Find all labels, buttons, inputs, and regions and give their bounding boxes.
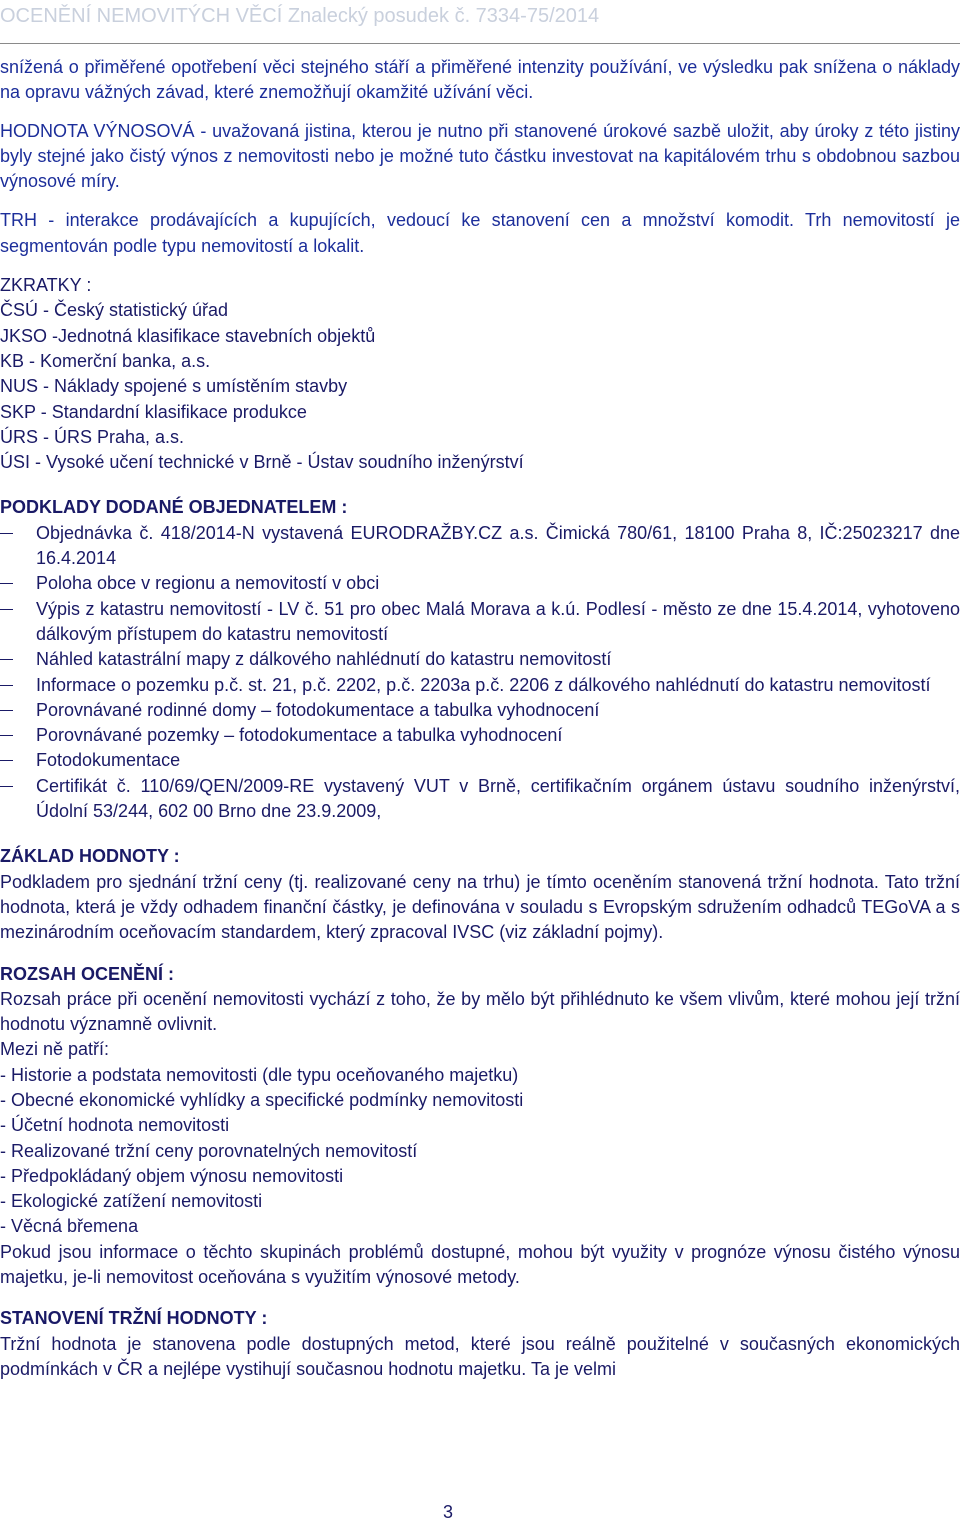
abbreviation-item: JKSO -Jednotná klasifikace stavebních objektů <box>0 325 376 346</box>
scope-closing-paragraph: Pokud jsou informace o těchto skupinách problémů dostupné, mohou být využity v prognóze výnosu čistého výnosu majetku, je-li nemovitost oceňována s využitím výnosové metody. <box>0 1241 960 1288</box>
document-list-item <box>0 647 960 672</box>
market-value-heading: STANOVENÍ TRŽNÍ HODNOTY : <box>0 1308 268 1329</box>
document-item-text: Fotodokumentace <box>36 750 181 771</box>
abbreviation-item: ÚSI - Vysoké učení technické v Brně - Ústav soudního inženýrství <box>0 452 524 473</box>
document-item-text: Náhled katastrální mapy z dálkového nahlédnutí do katastru nemovitostí <box>36 649 612 670</box>
document-list-item <box>0 673 960 698</box>
document-list-item <box>0 597 960 648</box>
document-item-text: Porovnávané rodinné domy – fotodokumentace a tabulka vyhodnocení <box>36 699 600 720</box>
document-list-item <box>0 521 960 572</box>
dash-bullet-icon <box>0 685 13 686</box>
dash-bullet-icon <box>0 760 13 761</box>
market-value-paragraph: Tržní hodnota je stanovena podle dostupných metod, které jsou reálně použitelné v současných ekonomických podmínkách v ČR a nejlépe vystihují současnou hodnotu majetku. Ta je velmi <box>0 1333 960 1379</box>
scope-list-item: - Věcná břemena <box>0 1216 139 1237</box>
basis-section <box>0 844 960 945</box>
scope-list-item: - Realizované tržní ceny porovnatelných nemovitostí <box>0 1140 418 1161</box>
documents-section <box>0 495 960 824</box>
dash-bullet-icon <box>0 533 13 534</box>
document-list-item <box>0 698 960 723</box>
document-body <box>0 55 960 1382</box>
paragraph-hodnota-vynosova: HODNOTA VÝNOSOVÁ - uvažovaná jistina, kterou je nutno při stanovené úrokové sazbě uložit, aby úroky z této jistiny byly stejné jako čistý výnos z nemovitosti nebo je možné tuto částku investovat na kapitálovém trhu s obdobnou sazbou výnosové míry. <box>0 120 960 192</box>
document-item-text: Poloha obce v regionu a nemovitostí v obci <box>36 573 380 594</box>
dash-bullet-icon <box>0 583 13 584</box>
abbreviation-item: ÚRS - ÚRS Praha, a.s. <box>0 426 185 447</box>
document-list-item <box>0 748 960 773</box>
paragraph-continuation: snížená o přiměřené opotřebení věci stejného stáří a přiměřené intenzity používání, ve výsledku pak snížena o náklady na opravu vážných závad, které znemožňují okamžité užívání věci. <box>0 57 960 103</box>
document-item-text: Výpis z katastru nemovitostí - LV č. 51 pro obec Malá Morava a k.ú. Podlesí - město ze dne 15.4.2014, vyhotoveno dálkovým přístupem do katastru nemovitostí <box>36 598 960 644</box>
dash-bullet-icon <box>0 735 13 736</box>
document-item-text: Informace o pozemku p.č. st. 21, p.č. 2202, p.č. 2203a p.č. 2206 z dálkového nahlédnutí do katastru nemovitostí <box>36 674 931 695</box>
basis-heading: ZÁKLAD HODNOTY : <box>0 846 180 867</box>
scope-list-item: - Obecné ekonomické vyhlídky a specifické podmínky nemovitosti <box>0 1089 524 1110</box>
dash-bullet-icon <box>0 786 13 787</box>
abbreviation-item: SKP - Standardní klasifikace produkce <box>0 401 307 422</box>
abbreviation-item: ČSÚ - Český statistický úřad <box>0 300 229 321</box>
dash-bullet-icon <box>0 659 13 660</box>
document-list-item <box>0 723 960 748</box>
documents-heading: PODKLADY DODANÉ OBJEDNATELEM : <box>0 497 348 518</box>
abbreviations-heading: ZKRATKY : <box>0 275 92 296</box>
abbreviations-section <box>0 273 960 475</box>
page-header-title: OCENĚNÍ NEMOVITÝCH VĚCÍ Znalecký posudek č. 7334-75/2014 <box>0 5 600 27</box>
scope-list-item: - Předpokládaný objem výnosu nemovitosti <box>0 1165 344 1186</box>
market-value-section <box>0 1306 960 1382</box>
abbreviation-item: KB - Komerční banka, a.s. <box>0 350 211 371</box>
dash-bullet-icon <box>0 710 13 711</box>
document-item-text: Certifikát č. 110/69/QEN/2009-RE vystavený VUT v Brně, certifikačním orgánem ústavu soudního inženýrství, Údolní 53/244, 602 00 Brno dne 23.9.2009, <box>36 775 960 822</box>
paragraph-trh: TRH - interakce prodávajících a kupujících, vedoucí ke stanovení cen a množství komodit. Trh nemovitostí je segmentován podle typu nemovitostí a lokalit. <box>0 210 960 256</box>
documents-list <box>0 521 960 825</box>
scope-heading: ROZSAH OCENĚNÍ : <box>0 963 175 984</box>
scope-list-item: - Ekologické zatížení nemovitosti <box>0 1191 263 1212</box>
header-divider <box>0 43 960 44</box>
page-number: 3 <box>442 1502 453 1522</box>
document-list-item <box>0 774 960 825</box>
scope-list-item: - Historie a podstata nemovitosti (dle typu oceňovaného majetku) <box>0 1064 519 1085</box>
dash-bullet-icon <box>0 609 13 610</box>
document-item-text: Objednávka č. 418/2014-N vystavená EURODRAŽBY.CZ a.s. Čimická 780/61, 18100 Praha 8, IČ:25023217 dne 16.4.2014 <box>36 522 960 569</box>
document-item-text: Porovnávané pozemky – fotodokumentace a tabulka vyhodnocení <box>36 725 563 746</box>
abbreviation-item: NUS - Náklady spojené s umístěním stavby <box>0 376 348 397</box>
scope-section <box>0 962 960 1291</box>
basis-paragraph: Podkladem pro sjednání tržní ceny (tj. realizované ceny na trhu) je tímto oceněním stanovená tržní hodnota. Tato tržní hodnota, která je vždy odhadem finanční částky, je definována v souladu s Evropským sdružením odhadců TEGoVA a s mezinárodním oceňovacím standardem, který zpracoval IVSC (viz základní pojmy). <box>0 871 960 943</box>
scope-list-intro: Mezi ně patří: <box>0 1039 110 1060</box>
scope-list-item: - Účetní hodnota nemovitosti <box>0 1115 230 1136</box>
scope-paragraph: Rozsah práce při ocenění nemovitosti vychází z toho, že by mělo být přihlédnuto ke všem vlivům, které mohou její tržní hodnotu významně ovlivnit. <box>0 988 960 1035</box>
document-list-item <box>0 571 960 596</box>
